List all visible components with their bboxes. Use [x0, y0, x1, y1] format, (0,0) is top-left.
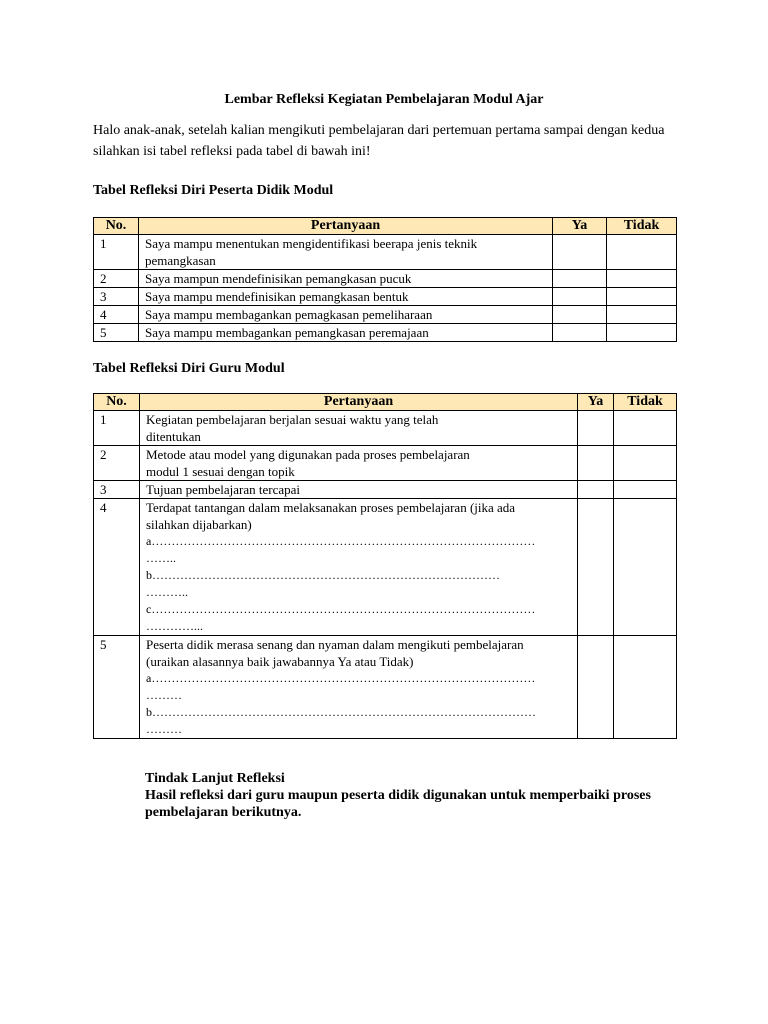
no-checkbox-cell[interactable]: [614, 499, 677, 636]
question-text: silahkan dijabarkan): [146, 517, 252, 532]
answer-line[interactable]: b……………………………………………………………………………………: [146, 705, 536, 719]
yes-checkbox-cell[interactable]: [578, 636, 614, 739]
intro-line: silahkan isi tabel refleksi pada tabel di bawah ini!: [93, 144, 371, 159]
question-cell: [140, 499, 578, 636]
answer-line[interactable]: ………: [146, 688, 182, 702]
no-checkbox-cell[interactable]: [607, 324, 677, 342]
answer-line[interactable]: …………...: [146, 619, 203, 633]
question-text: Peserta didik merasa senang dan nyaman dalam mengikuti pembelajaran: [146, 637, 524, 652]
student-reflection-table: [93, 217, 677, 342]
question-text: Saya mampu membagankan pemagkasan pemeliharaan: [145, 307, 433, 322]
header-question: Pertanyaan: [140, 394, 578, 411]
no-checkbox-cell[interactable]: [607, 306, 677, 324]
row-number: 1: [94, 235, 139, 270]
question-cell: [140, 411, 578, 446]
yes-checkbox-cell[interactable]: [578, 481, 614, 499]
header-no-answer: Tidak: [607, 218, 677, 235]
row-number: 4: [94, 499, 140, 636]
table-header-row: [94, 394, 677, 411]
row-number: 4: [94, 306, 139, 324]
header-question: Pertanyaan: [139, 218, 553, 235]
table-row: [94, 481, 677, 499]
page-title: Lembar Refleksi Kegiatan Pembelajaran Modul Ajar: [224, 92, 544, 107]
question-text: Metode atau model yang digunakan pada proses pembelajaran: [146, 447, 470, 462]
header-no: No.: [94, 394, 140, 411]
table1-heading: Tabel Refleksi Diri Peserta Didik Modul: [93, 183, 334, 198]
question-text: Saya mampu membagankan pemangkasan peremajaan: [145, 325, 429, 340]
question-text: Tujuan pembelajaran tercapai: [146, 482, 301, 497]
table-row: [94, 306, 677, 324]
yes-checkbox-cell[interactable]: [578, 499, 614, 636]
answer-line[interactable]: a……………………………………………………………………………………: [146, 534, 536, 548]
no-checkbox-cell[interactable]: [614, 446, 677, 481]
question-text: Terdapat tantangan dalam melaksanakan proses pembelajaran (jika ada: [146, 500, 516, 515]
no-checkbox-cell[interactable]: [607, 288, 677, 306]
header-yes: Ya: [553, 218, 607, 235]
yes-checkbox-cell[interactable]: [578, 446, 614, 481]
yes-checkbox-cell[interactable]: [553, 324, 607, 342]
question-text: ditentukan: [146, 429, 201, 444]
table-row: [94, 324, 677, 342]
question-text: (uraikan alasannya baik jawabannya Ya atau Tidak): [146, 654, 414, 669]
table-row: [94, 499, 677, 636]
row-number: 3: [94, 481, 140, 499]
header-yes: Ya: [578, 394, 614, 411]
no-checkbox-cell[interactable]: [607, 270, 677, 288]
yes-checkbox-cell[interactable]: [553, 288, 607, 306]
intro-line: Halo anak-anak, setelah kalian mengikuti pembelajaran dari pertemuan pertama sampai dengan kedua: [93, 123, 665, 138]
question-cell: [139, 288, 553, 306]
row-number: 1: [94, 411, 140, 446]
no-checkbox-cell[interactable]: [614, 481, 677, 499]
row-number: 5: [94, 324, 139, 342]
answer-line[interactable]: b……………………………………………………………………………: [146, 568, 500, 582]
question-text: modul 1 sesuai dengan topik: [146, 464, 295, 479]
table-header-row: [94, 218, 677, 235]
question-cell: [140, 446, 578, 481]
question-text: Saya mampu mendefinisikan pemangkasan bentuk: [145, 289, 409, 304]
question-text: Saya mampu menentukan mengidentifikasi beerapa jenis teknik: [145, 236, 478, 251]
question-cell: [139, 235, 553, 270]
table-row: [94, 446, 677, 481]
answer-line[interactable]: ………..: [146, 585, 188, 599]
question-cell: [140, 481, 578, 499]
header-no-answer: Tidak: [614, 394, 677, 411]
table-row: [94, 235, 677, 270]
question-text: pemangkasan: [145, 253, 216, 268]
question-text: Saya mampun mendefinisikan pemangkasan pucuk: [145, 271, 412, 286]
followup-heading: Tindak Lanjut Refleksi: [145, 771, 285, 786]
question-cell: [139, 306, 553, 324]
row-number: 5: [94, 636, 140, 739]
answer-line[interactable]: ……..: [146, 551, 176, 565]
header-no: No.: [94, 218, 139, 235]
no-checkbox-cell[interactable]: [607, 235, 677, 270]
table-row: [94, 411, 677, 446]
question-cell: [139, 270, 553, 288]
yes-checkbox-cell[interactable]: [553, 270, 607, 288]
no-checkbox-cell[interactable]: [614, 411, 677, 446]
no-checkbox-cell[interactable]: [614, 636, 677, 739]
intro-paragraph: [93, 120, 683, 162]
yes-checkbox-cell[interactable]: [553, 235, 607, 270]
table-row: [94, 636, 677, 739]
row-number: 2: [94, 446, 140, 481]
yes-checkbox-cell[interactable]: [553, 306, 607, 324]
followup-line: pembelajaran berikutnya.: [145, 805, 302, 820]
yes-checkbox-cell[interactable]: [578, 411, 614, 446]
table-row: [94, 288, 677, 306]
question-cell: [139, 324, 553, 342]
table2-heading: Tabel Refleksi Diri Guru Modul: [93, 361, 285, 376]
answer-line[interactable]: a……………………………………………………………………………………: [146, 671, 536, 685]
table-row: [94, 270, 677, 288]
question-cell: [140, 636, 578, 739]
followup-section: [145, 770, 685, 821]
question-text: Kegiatan pembelajaran berjalan sesuai waktu yang telah: [146, 412, 439, 427]
row-number: 2: [94, 270, 139, 288]
teacher-reflection-table: [93, 393, 677, 739]
answer-line[interactable]: c……………………………………………………………………………………: [146, 602, 536, 616]
answer-line[interactable]: ………: [146, 722, 182, 736]
row-number: 3: [94, 288, 139, 306]
followup-line: Hasil refleksi dari guru maupun peserta didik digunakan untuk memperbaiki proses: [145, 788, 651, 803]
